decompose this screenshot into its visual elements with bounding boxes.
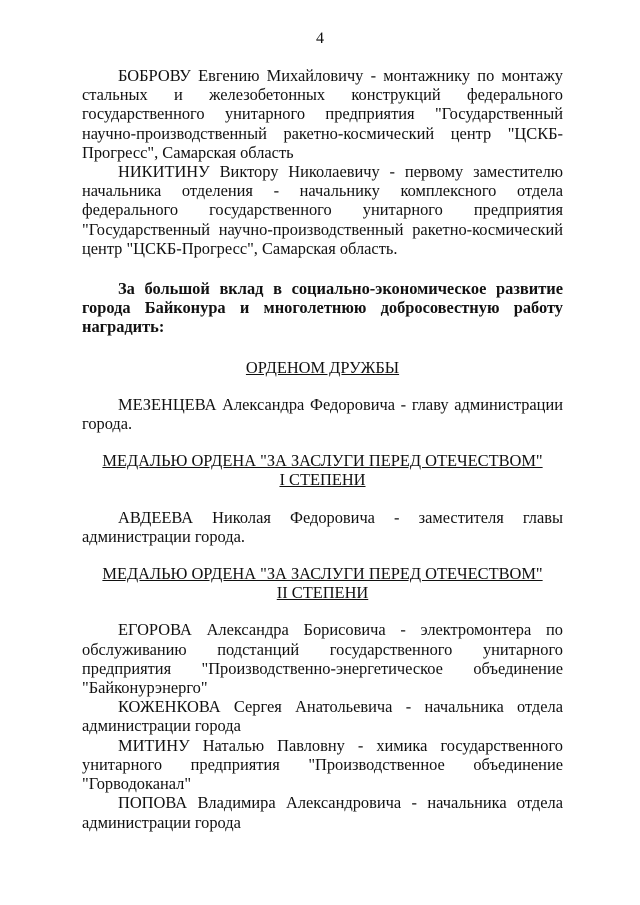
heading-order-of-friendship: ОРДЕНОМ ДРУЖБЫ	[245, 357, 400, 377]
heading-medal-first-degree-line1: МЕДАЛЬЮ ОРДЕНА "ЗА ЗАСЛУГИ ПЕРЕД ОТЕЧЕСТВОМ"	[102, 451, 543, 471]
paragraph-bobrov: БОБРОВУ Евгению Михайловичу - монтажнику по монтажу стальных и железобетонных конструкций федерального государственного унитарного предприятия "Государственный научно-производственный ракетно-космический центр "ЦСКБ-Прогресс", Самарская область	[82, 66, 563, 162]
person-mezentsev: МЕЗЕНЦЕВА Александра Федоровича - главу администрации города.	[82, 394, 563, 434]
person-mitina: МИТИНУ Наталью Павловну - химика государственного унитарного предприятия "Производственное объединение "Горводоканал"	[82, 735, 563, 794]
heading-medal-first-degree-line2: I СТЕПЕНИ	[279, 470, 366, 490]
person-avdeev: АВДЕЕВА Николая Федоровича - заместителя главы администрации города.	[82, 507, 563, 546]
page-number: 4	[316, 30, 324, 47]
paragraph-nikitin: НИКИТИНУ Виктору Николаевичу - первому заместителю начальника отделения - начальнику комплексного отдела федерального государственного унитарного предприятия "Государственный научно-производственный ракетно-космический центр "ЦСКБ-Прогресс", Самарская область.	[82, 162, 563, 258]
award-intro: За большой вклад в социально-экономическое развитие города Байконура и многолетнюю добросовестную работу наградить:	[82, 279, 563, 337]
person-egorov: ЕГОРОВА Александра Борисовича - электромонтера по обслуживанию подстанций государственного унитарного предприятия "Производственно-энергетическое объединение "Байконурэнерго"	[82, 620, 563, 698]
person-kozhenkov: КОЖЕНКОВА Сергея Анатольевича - начальника отдела администрации города	[82, 697, 563, 736]
heading-medal-second-degree-line1: МЕДАЛЬЮ ОРДЕНА "ЗА ЗАСЛУГИ ПЕРЕД ОТЕЧЕСТВОМ"	[102, 564, 543, 584]
person-popov: ПОПОВА Владимира Александровича - начальника отдела администрации города	[82, 793, 563, 832]
document-body	[82, 66, 563, 832]
heading-medal-second-degree-line2: II СТЕПЕНИ	[276, 583, 369, 603]
